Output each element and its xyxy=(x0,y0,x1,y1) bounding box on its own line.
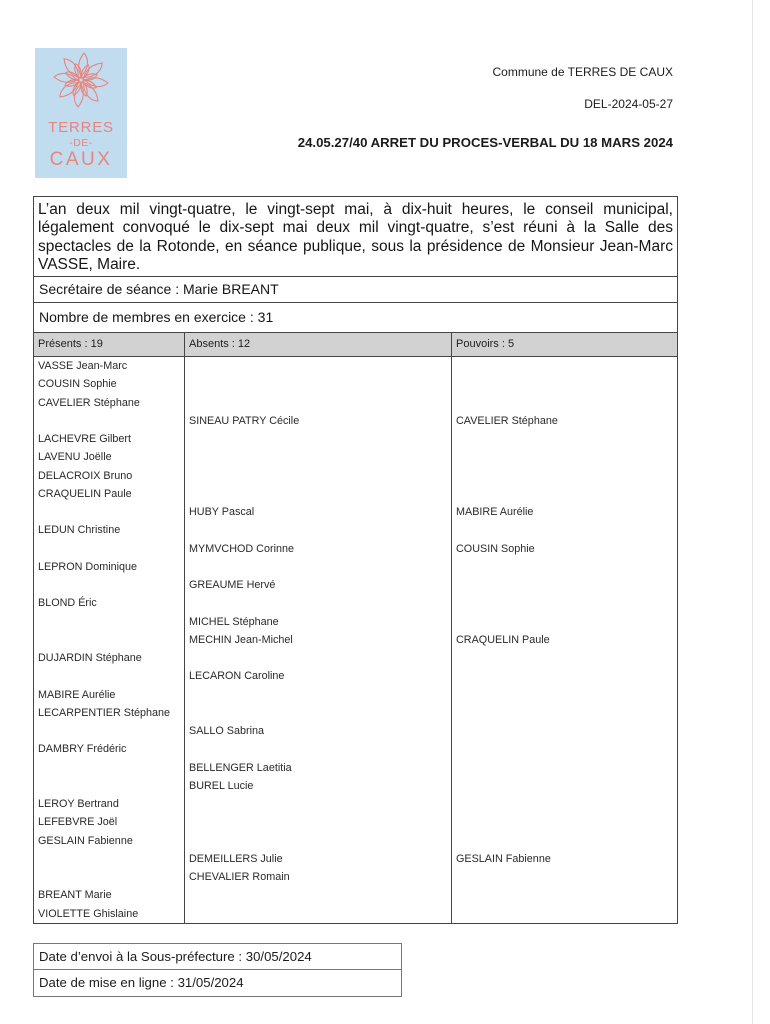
empty-cell xyxy=(184,686,451,704)
secretary-label: Secrétaire de séance : xyxy=(39,281,180,297)
attendance-row xyxy=(34,704,677,722)
present-member-name: LEFEBVRE Joël xyxy=(38,816,118,829)
attendance-row xyxy=(34,613,677,631)
attendance-row xyxy=(34,521,677,539)
empty-cell xyxy=(34,412,184,430)
proxy-column-header xyxy=(451,333,677,356)
empty-cell xyxy=(451,467,677,485)
proxy-holder-name: CAVELIER Stéphane xyxy=(451,412,677,430)
empty-cell xyxy=(184,521,451,539)
attendance-header xyxy=(34,333,677,357)
proxy-holder-name: MABIRE Aurélie xyxy=(451,503,677,521)
attendance-row xyxy=(34,375,677,393)
prefecture-sent-date: 30/05/2024 xyxy=(245,949,312,964)
logo-word-caux: CAUX xyxy=(49,149,113,170)
attendance-body xyxy=(34,357,677,923)
present-member-name: CRAQUELIN Paule xyxy=(38,487,132,500)
absent-header-label: Absents : xyxy=(189,338,235,350)
empty-cell xyxy=(451,576,677,594)
empty-cell xyxy=(184,795,451,813)
proxy-holder-name: GESLAIN Fabienne xyxy=(451,850,677,868)
attendance-row xyxy=(34,795,677,813)
municipality-logo xyxy=(35,48,127,178)
prefecture-sent-label: Date d’envoi à la Sous-préfecture : xyxy=(39,949,243,964)
empty-cell xyxy=(184,375,451,393)
empty-cell xyxy=(451,740,677,758)
empty-cell xyxy=(451,649,677,667)
absent-member-name: HUBY Pascal xyxy=(184,503,451,521)
present-member-name: MABIRE Aurélie xyxy=(38,688,116,701)
present-member-name: LACHEVRE Gilbert xyxy=(38,433,132,445)
empty-cell xyxy=(34,631,184,649)
members-in-office-row xyxy=(34,303,677,333)
attendance-row xyxy=(34,412,677,430)
attendance-row xyxy=(34,759,677,777)
empty-cell xyxy=(184,394,451,412)
attendance-row xyxy=(34,850,677,868)
empty-cell xyxy=(451,813,677,831)
attendance-row xyxy=(34,868,677,886)
empty-cell xyxy=(184,740,451,758)
deliberation-title: 24.05.27/40 ARRET DU PROCES-VERBAL DU 18 MARS 2024 xyxy=(297,135,673,150)
empty-cell xyxy=(451,613,677,631)
session-preamble: L’an deux mil vingt-quatre, le vingt-sept mai, à dix-huit heures, le conseil municipal, légalement convoqué le dix-sept mai deux mil vingt-quatre, s’est réuni à la Salle des spectacles de la Rotonde, en séance publique, sous la présidence de Monsieur Jean-Marc VASSE, Maire. xyxy=(34,197,677,277)
present-member-name: DUJARDIN Stéphane xyxy=(38,652,142,664)
present-member-name: COUSIN Sophie xyxy=(38,378,117,391)
members-in-office-label: Nombre de membres en exercice : xyxy=(39,309,254,325)
present-column-header xyxy=(34,333,184,356)
empty-cell xyxy=(451,868,677,886)
attendance-row xyxy=(34,485,677,503)
municipality-name: Commune de TERRES DE CAUX xyxy=(492,65,673,79)
secretary-row xyxy=(34,277,677,303)
attendance-row xyxy=(34,649,677,667)
attendance-row xyxy=(34,357,677,375)
attendance-row xyxy=(34,740,677,758)
empty-cell xyxy=(34,777,184,795)
logo-word-de: -DE- xyxy=(69,137,93,149)
minutes-box xyxy=(33,196,678,924)
empty-cell xyxy=(184,594,451,612)
empty-cell xyxy=(451,394,677,412)
published-online-date: 31/05/2024 xyxy=(177,975,244,990)
attendance-row xyxy=(34,430,677,448)
present-header-count: 19 xyxy=(90,338,103,350)
empty-cell xyxy=(34,868,184,886)
empty-cell xyxy=(184,430,451,448)
attendance-row xyxy=(34,576,677,594)
absent-column-header xyxy=(184,333,451,356)
empty-cell xyxy=(34,540,184,558)
empty-cell xyxy=(184,467,451,485)
empty-cell xyxy=(184,448,451,466)
attendance-row xyxy=(34,594,677,612)
empty-cell xyxy=(451,375,677,393)
present-member-name: CAVELIER Stéphane xyxy=(38,396,140,409)
attendance-row xyxy=(34,832,677,850)
prefecture-sent-row xyxy=(34,944,401,970)
present-member-name: BLOND Éric xyxy=(38,597,97,610)
attendance-row xyxy=(34,686,677,704)
published-online-row xyxy=(34,970,401,996)
empty-cell xyxy=(451,686,677,704)
attendance-row xyxy=(34,448,677,466)
present-member-name: BREANT Marie xyxy=(38,889,112,902)
present-member-name: LEPRON Dominique xyxy=(38,560,138,573)
logo-word-terres: TERRES xyxy=(48,119,114,136)
empty-cell xyxy=(451,430,677,448)
transmission-box xyxy=(33,943,402,997)
absent-member-name: SALLO Sabrina xyxy=(184,722,451,740)
empty-cell xyxy=(451,905,677,923)
proxy-header-label: Pouvoirs : xyxy=(456,338,505,350)
proxy-header-count: 5 xyxy=(507,338,515,350)
empty-cell xyxy=(184,558,451,576)
empty-cell xyxy=(451,558,677,576)
scan-edge-line xyxy=(752,0,753,1024)
empty-cell xyxy=(451,886,677,904)
present-member-name: LAVENU Joëlle xyxy=(38,451,112,464)
empty-cell xyxy=(34,722,184,740)
absent-member-name: MYMVCHOD Corinne xyxy=(184,540,451,558)
empty-cell xyxy=(451,667,677,685)
attendance-row xyxy=(34,722,677,740)
present-member-name: LECARPENTIER Stéphane xyxy=(38,706,171,719)
attendance-row xyxy=(34,540,677,558)
proxy-holder-name: CRAQUELIN Paule xyxy=(451,631,677,649)
empty-cell xyxy=(34,503,184,521)
empty-cell xyxy=(184,886,451,904)
absent-member-name: SINEAU PATRY Cécile xyxy=(184,412,451,430)
deliberation-reference: DEL-2024-05-27 xyxy=(584,97,673,111)
absent-member-name: GREAUME Hervé xyxy=(184,576,451,594)
empty-cell xyxy=(34,613,184,631)
absent-member-name: CHEVALIER Romain xyxy=(184,868,451,886)
attendance-row xyxy=(34,905,677,923)
attendance-row xyxy=(34,777,677,795)
empty-cell xyxy=(451,722,677,740)
empty-cell xyxy=(184,704,451,722)
empty-cell xyxy=(34,759,184,777)
empty-cell xyxy=(451,485,677,503)
present-member-name: DELACROIX Bruno xyxy=(38,469,133,482)
published-online-label: Date de mise en ligne : xyxy=(39,975,174,990)
empty-cell xyxy=(34,667,184,685)
present-member-name: DAMBRY Frédéric xyxy=(38,743,127,756)
absent-member-name: DEMEILLERS Julie xyxy=(184,850,451,868)
empty-cell xyxy=(184,485,451,503)
attendance-row xyxy=(34,558,677,576)
present-member-name: VIOLETTE Ghislaine xyxy=(38,907,139,920)
empty-cell xyxy=(34,850,184,868)
absent-member-name: BELLENGER Laetitia xyxy=(184,759,451,777)
present-member-name: GESLAIN Fabienne xyxy=(38,834,133,847)
absent-member-name: MICHEL Stéphane xyxy=(184,613,451,631)
members-in-office-count: 31 xyxy=(257,309,274,325)
empty-cell xyxy=(184,832,451,850)
present-member-name: LEROY Bertrand xyxy=(38,798,119,810)
present-member-name: LEDUN Christine xyxy=(38,524,121,537)
present-header-label: Présents : xyxy=(38,338,88,350)
empty-cell xyxy=(451,832,677,850)
empty-cell xyxy=(184,813,451,831)
empty-cell xyxy=(451,357,677,375)
empty-cell xyxy=(451,759,677,777)
empty-cell xyxy=(451,704,677,722)
empty-cell xyxy=(34,576,184,594)
attendance-row xyxy=(34,503,677,521)
empty-cell xyxy=(451,594,677,612)
empty-cell xyxy=(451,521,677,539)
attendance-row xyxy=(34,467,677,485)
absent-member-name: LECARON Caroline xyxy=(184,667,451,685)
absent-member-name: MECHIN Jean-Michel xyxy=(184,631,451,649)
empty-cell xyxy=(451,795,677,813)
secretary-name: Marie BREANT xyxy=(182,281,279,297)
attendance-row xyxy=(34,394,677,412)
attendance-row xyxy=(34,667,677,685)
attendance-row xyxy=(34,813,677,831)
attendance-row xyxy=(34,886,677,904)
attendance-row xyxy=(34,631,677,649)
present-member-name: VASSE Jean-Marc xyxy=(38,360,128,372)
empty-cell xyxy=(184,905,451,923)
absent-header-count: 12 xyxy=(237,338,251,350)
empty-cell xyxy=(184,357,451,375)
empty-cell xyxy=(184,649,451,667)
empty-cell xyxy=(451,777,677,795)
empty-cell xyxy=(451,448,677,466)
absent-member-name: BUREL Lucie xyxy=(184,777,451,795)
proxy-holder-name: COUSIN Sophie xyxy=(451,540,677,558)
